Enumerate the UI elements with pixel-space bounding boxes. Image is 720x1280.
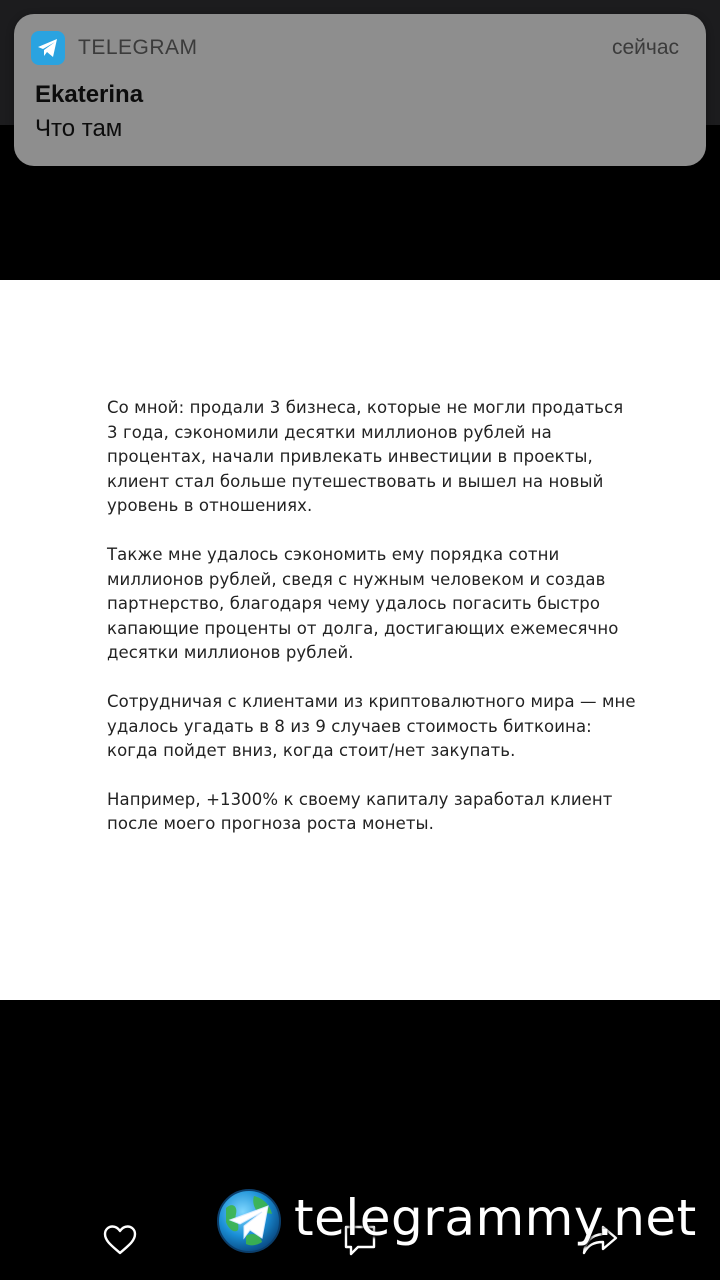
paragraph-2: Также мне удалось сэкономить ему порядка сотни миллионов рублей, сведя с нужным человеком и создав партнерство, благодаря чему удалось погасить быстро капающие проценты от долга, достигающих ежемесячно десятки миллионов рублей. [107,544,619,663]
globe-icon [216,1188,282,1254]
notification-message: Что там [35,115,123,142]
paragraph-4: Например, +1300% к своему капиталу заработал клиент после моего прогноза роста монеты. [107,789,613,834]
paragraph-1: Со мной: продали 3 бизнеса, которые не могли продаться 3 года, сэкономили десятки миллионов рублей на процентах, начали привлекать инвестиции в проекты, клиент стал больше путешествовать и вышел на новый уровень в отношениях. [107,398,624,516]
watermark [216,1186,706,1256]
telegram-notification[interactable] [14,14,706,166]
notification-app-name: TELEGRAM [78,36,198,59]
paragraph-3: Сотрудничая с клиентами из криптовалютного мира — мне удалось угадать в 8 из 9 случаев стоимость биткоина: когда пойдет вниз, когда стоит/нет закупать. [107,691,636,761]
story-content-page [0,280,720,1000]
notification-sender: Ekaterina [35,81,144,108]
notification-time: сейчас [611,36,679,59]
heart-icon[interactable] [100,1220,140,1260]
watermark-text: telegrammy.net [294,1189,697,1247]
story-text [107,396,637,861]
telegram-icon [31,31,65,65]
